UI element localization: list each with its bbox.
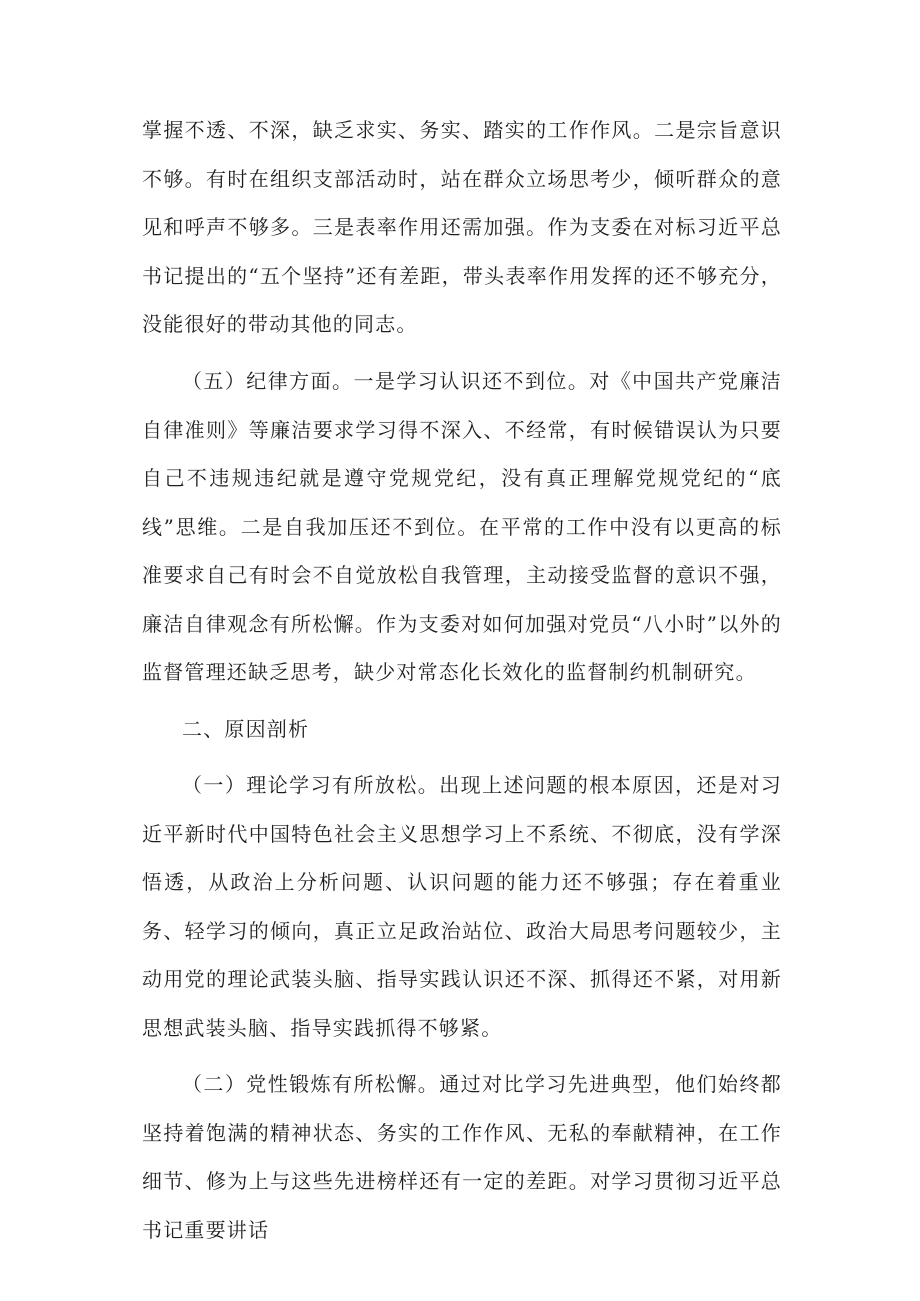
paragraph-discipline: （五）纪律方面。一是学习认识还不到位。对《中国共产党廉洁自律准则》等廉洁要求学习得不深入、不经常，有时候错误认为只要自己不违规违纪就是遵守党规党纪，没有真正理解党规党纪的“底线”思维。二是自我加压还不到位。在平常的工作中没有以更高的标准要求自己有时会不自觉放松自我管理，主动接受监督的意识不强，廉洁自律观念有所松懈。作为支委对如何加强对党员“八小时”以外的监督管理还缺乏思考，缺少对常态化长效化的监督制约机制研究。 xyxy=(142,369,782,684)
paragraph-theory-study: （一）理论学习有所放松。出现上述问题的根本原因，还是对习近平新时代中国特色社会主义思想学习上不系统、不彻底，没有学深悟透，从政治上分析问题、认识问题的能力还不够强；存在着重业务、轻学习的倾向，真正立足政治站位、政治大局思考问题较少，主动用党的理论武装头脑、指导实践认识还不深、抓得还不紧，对用新思想武装头脑、指导实践抓得不够紧。 xyxy=(142,773,782,1040)
paragraph-continuation: 掌握不透、不深，缺乏求实、务实、踏实的工作作风。二是宗旨意识不够。有时在组织支部活动时，站在群众立场思考少，倾听群众的意见和呼声不够多。三是表率作用还需加强。作为支委在对标习近平总书记提出的“五个坚持”还有差距，带头表率作用发挥的还不够充分，没能很好的带动其他的同志。 xyxy=(142,118,782,336)
paragraph-party-spirit: （二）党性锻炼有所松懈。通过对比学习先进典型，他们始终都坚持着饱满的精神状态、务实的工作作风、无私的奉献精神，在工作细节、修为上与这些先进榜样还有一定的差距。对学习贯彻习近平总书记重要讲话 xyxy=(142,1072,782,1242)
section-heading-cause-analysis: 二、原因剖析 xyxy=(182,717,310,741)
